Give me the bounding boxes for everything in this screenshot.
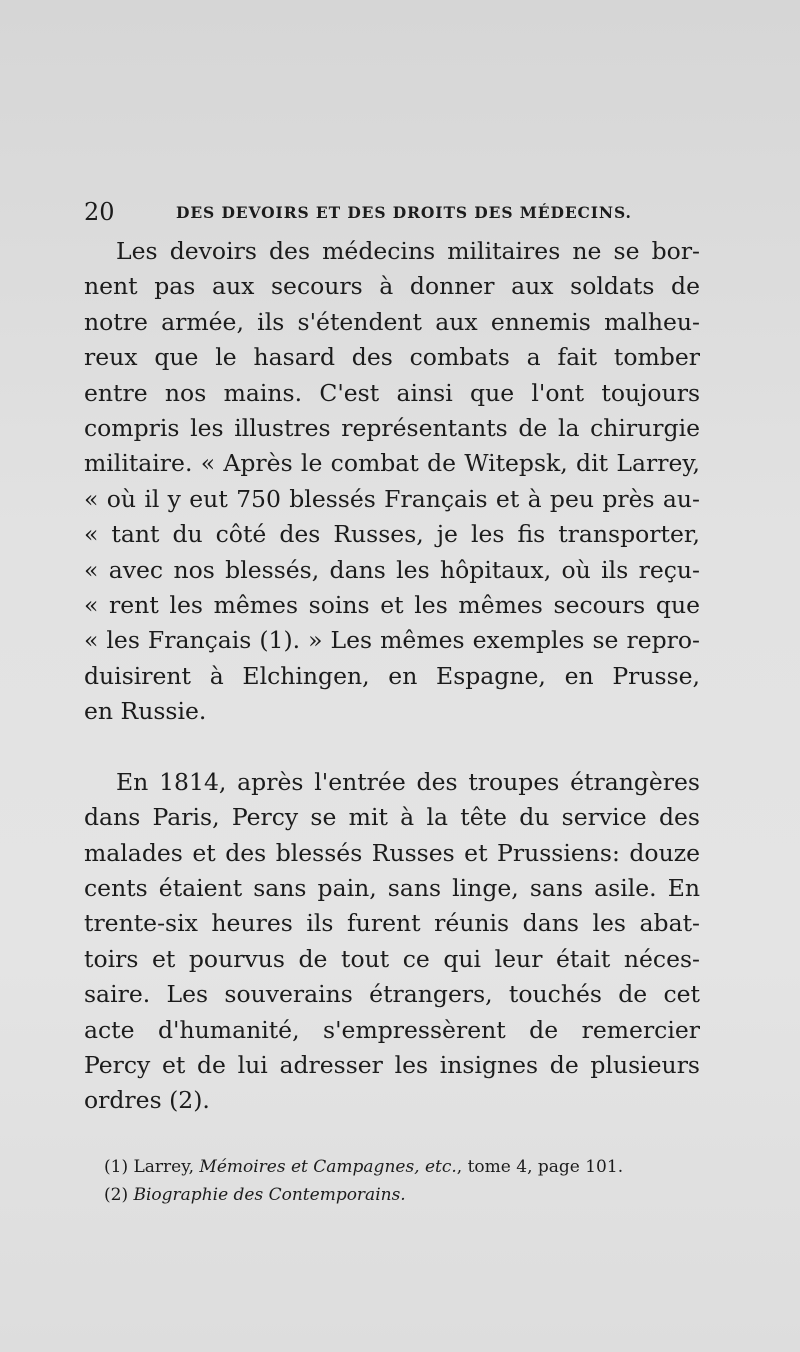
text-line: trente-six heures ils furent réunis dans les abat- <box>84 909 700 938</box>
footnotes <box>104 1153 664 1209</box>
text-line: dans Paris, Percy se mit à la tête du service des <box>84 803 700 832</box>
footnote-title: Mémoires et Campagnes, etc. <box>199 1157 457 1177</box>
page-header <box>84 196 704 228</box>
text-line: Les devoirs des médecins militaires ne se bor- <box>116 237 700 265</box>
text-line: entre nos mains. C'est ainsi que l'ont toujours <box>84 378 700 407</box>
text-line: nent pas aux secours à donner aux soldats de <box>84 272 700 301</box>
text-line: compris les illustres représentants de la chirurgie <box>84 414 700 443</box>
text-line: « avec nos blessés, dans les hôpitaux, où ils reçu- <box>84 555 700 584</box>
footnote-2 <box>104 1181 664 1209</box>
footnote-marker: (2) <box>104 1185 129 1205</box>
text-line: notre armée, ils s'étendent aux ennemis malheu- <box>84 307 700 336</box>
text-line: malades et des blessés Russes et Prussiens: douze <box>84 838 700 867</box>
text-line: cents étaient sans pain, sans linge, sans asile. En <box>84 873 700 902</box>
text-line: reux que le hasard des combats a fait tomber <box>84 343 700 372</box>
text-line: duisirent à Elchingen, en Espagne, en Prusse, <box>84 661 700 690</box>
footnote-rest: , tome 4, page 101. <box>456 1157 624 1177</box>
footnote-1 <box>104 1153 664 1181</box>
text-line: militaire. « Après le combat de Witepsk, dit Larrey, <box>84 449 700 478</box>
text-line: ordres (2). <box>84 1086 210 1115</box>
text-line: toirs et pourvus de tout ce qui leur était néces- <box>84 944 700 973</box>
footnote-title: Biographie des Contemporains. <box>133 1185 406 1205</box>
paragraph-2 <box>84 765 700 1119</box>
running-head: DES DEVOIRS ET DES DROITS DES MÉDECINS. <box>176 203 632 222</box>
text-line: acte d'humanité, s'empressèrent de remercier <box>84 1015 700 1044</box>
body-text <box>84 234 700 1119</box>
text-line: en Russie. <box>84 697 207 726</box>
paragraph-1 <box>84 234 700 730</box>
text-line: « rent les mêmes soins et les mêmes secours que <box>84 591 700 620</box>
text-line: « les Français (1). » Les mêmes exemples se repro- <box>84 626 700 655</box>
text-line: saire. Les souverains étrangers, touchés de cet <box>84 980 700 1009</box>
text-line: « tant du côté des Russes, je les fis transporter, <box>84 520 700 549</box>
page-number: 20 <box>84 198 115 226</box>
text-line: Percy et de lui adresser les insignes de plusieurs <box>84 1050 700 1079</box>
text-line: En 1814, après l'entrée des troupes étrangères <box>116 767 700 796</box>
footnote-author: Larrey, <box>133 1157 194 1177</box>
footnote-marker: (1) <box>104 1157 129 1177</box>
text-line: « où il y eut 750 blessés Français et à peu près au- <box>84 484 700 513</box>
